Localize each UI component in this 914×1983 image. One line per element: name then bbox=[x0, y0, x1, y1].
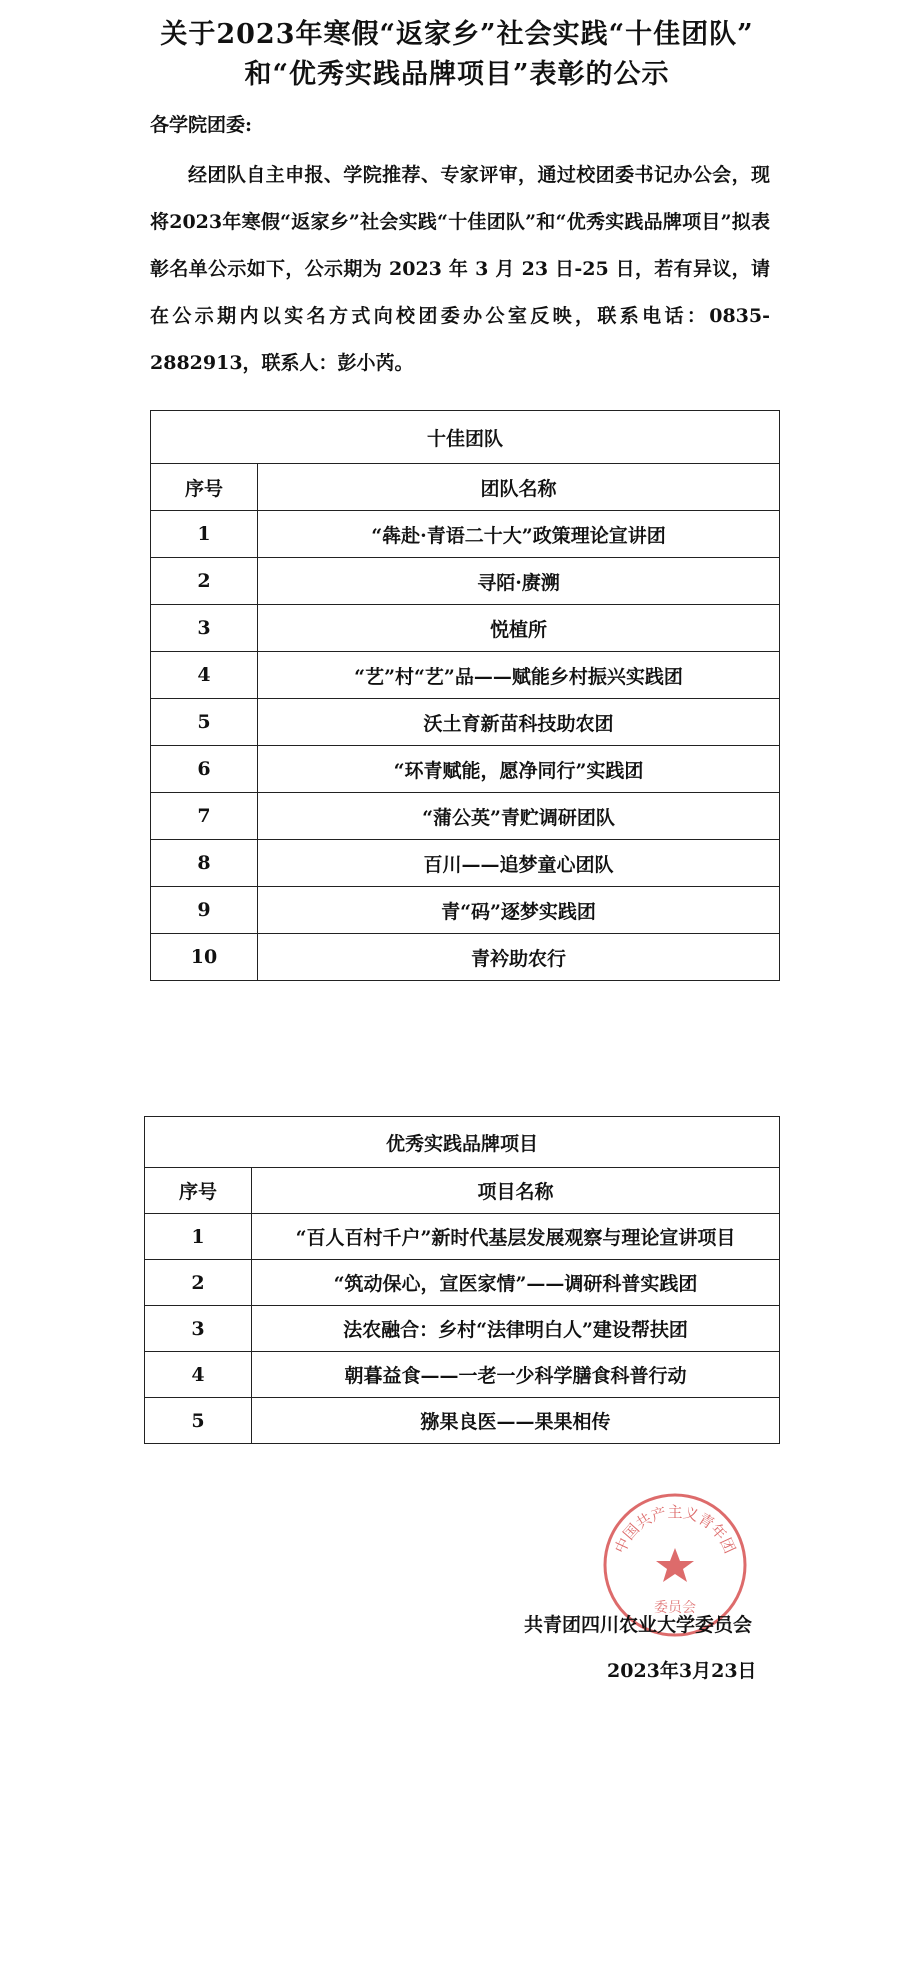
row-no: 4 bbox=[151, 652, 258, 699]
row-no: 10 bbox=[151, 934, 258, 981]
table-row bbox=[151, 887, 780, 934]
row-name: “蒲公英”青贮调研团队 bbox=[258, 793, 780, 840]
body-paragraph: 经团队自主申报、学院推荐、专家评审，通过校团委书记办公会，现将2023年寒假“返家乡”社会实践“十佳团队”和“优秀实践品牌项目”拟表彰名单公示如下，公示期为 2023 年 3 月 23 日-25 日，若有异议，请在公示期内以实名方式向校团委办公室反映，联系电话：0835-2882913，联系人：彭小芮。 bbox=[150, 164, 770, 374]
signature-date: 2023年3月23日 bbox=[607, 1660, 757, 1682]
brand-projects-table bbox=[144, 1116, 780, 1444]
row-name: 青衿助农行 bbox=[258, 934, 780, 981]
table-row bbox=[145, 1260, 780, 1306]
row-name: 寻陌·赓溯 bbox=[258, 558, 780, 605]
row-no: 6 bbox=[151, 746, 258, 793]
row-no: 1 bbox=[145, 1214, 252, 1260]
row-name: 朝暮益食——一老一少科学膳食科普行动 bbox=[252, 1352, 780, 1398]
table-row bbox=[151, 840, 780, 887]
row-name: “环青赋能，愿净同行”实践团 bbox=[258, 746, 780, 793]
row-no: 2 bbox=[145, 1260, 252, 1306]
top-ten-teams-table bbox=[150, 410, 780, 981]
table-row bbox=[145, 1352, 780, 1398]
title-line-2: 和“优秀实践品牌项目”表彰的公示 bbox=[244, 59, 670, 90]
col-header-name: 项目名称 bbox=[252, 1168, 780, 1214]
table-caption: 优秀实践品牌项目 bbox=[145, 1117, 780, 1168]
row-no: 9 bbox=[151, 887, 258, 934]
table-row bbox=[145, 1398, 780, 1444]
col-header-no: 序号 bbox=[145, 1168, 252, 1214]
row-name: 沃土育新苗科技助农团 bbox=[258, 699, 780, 746]
row-no: 3 bbox=[151, 605, 258, 652]
row-name: 百川——追梦童心团队 bbox=[258, 840, 780, 887]
col-header-no: 序号 bbox=[151, 464, 258, 511]
table-row bbox=[151, 605, 780, 652]
table-row bbox=[151, 793, 780, 840]
table-row bbox=[151, 511, 780, 558]
signature-org: 共青团四川农业大学委员会 bbox=[524, 1614, 753, 1636]
table-caption: 十佳团队 bbox=[151, 411, 780, 464]
row-name: 法农融合：乡村“法律明白人”建设帮扶团 bbox=[252, 1306, 780, 1352]
table-row bbox=[151, 746, 780, 793]
table-row bbox=[151, 652, 780, 699]
row-no: 7 bbox=[151, 793, 258, 840]
row-no: 8 bbox=[151, 840, 258, 887]
salutation: 各学院团委: bbox=[150, 114, 253, 136]
row-no: 5 bbox=[145, 1398, 252, 1444]
row-name: 悦植所 bbox=[258, 605, 780, 652]
seal-subtext: 委员会 bbox=[654, 1600, 696, 1616]
row-name: 青“码”逐梦实践团 bbox=[258, 887, 780, 934]
title-line-1: 关于2023年寒假“返家乡”社会实践“十佳团队” bbox=[160, 19, 754, 50]
row-name: 猕果良医——果果相传 bbox=[252, 1398, 780, 1444]
table-row bbox=[151, 699, 780, 746]
row-no: 1 bbox=[151, 511, 258, 558]
table-row bbox=[151, 558, 780, 605]
table-row bbox=[145, 1214, 780, 1260]
row-name: “犇赴·青语二十大”政策理论宣讲团 bbox=[258, 511, 780, 558]
col-header-name: 团队名称 bbox=[258, 464, 780, 511]
row-no: 2 bbox=[151, 558, 258, 605]
seal-text: 中国共产主义青年团 bbox=[611, 1503, 739, 1557]
row-no: 3 bbox=[145, 1306, 252, 1352]
table-row bbox=[145, 1306, 780, 1352]
row-no: 5 bbox=[151, 699, 258, 746]
row-name: “百人百村千户”新时代基层发展观察与理论宣讲项目 bbox=[252, 1214, 780, 1260]
table-row bbox=[151, 934, 780, 981]
row-no: 4 bbox=[145, 1352, 252, 1398]
row-name: “艺”村“艺”品——赋能乡村振兴实践团 bbox=[258, 652, 780, 699]
row-name: “筑动保心，宣医家情”——调研科普实践团 bbox=[252, 1260, 780, 1306]
